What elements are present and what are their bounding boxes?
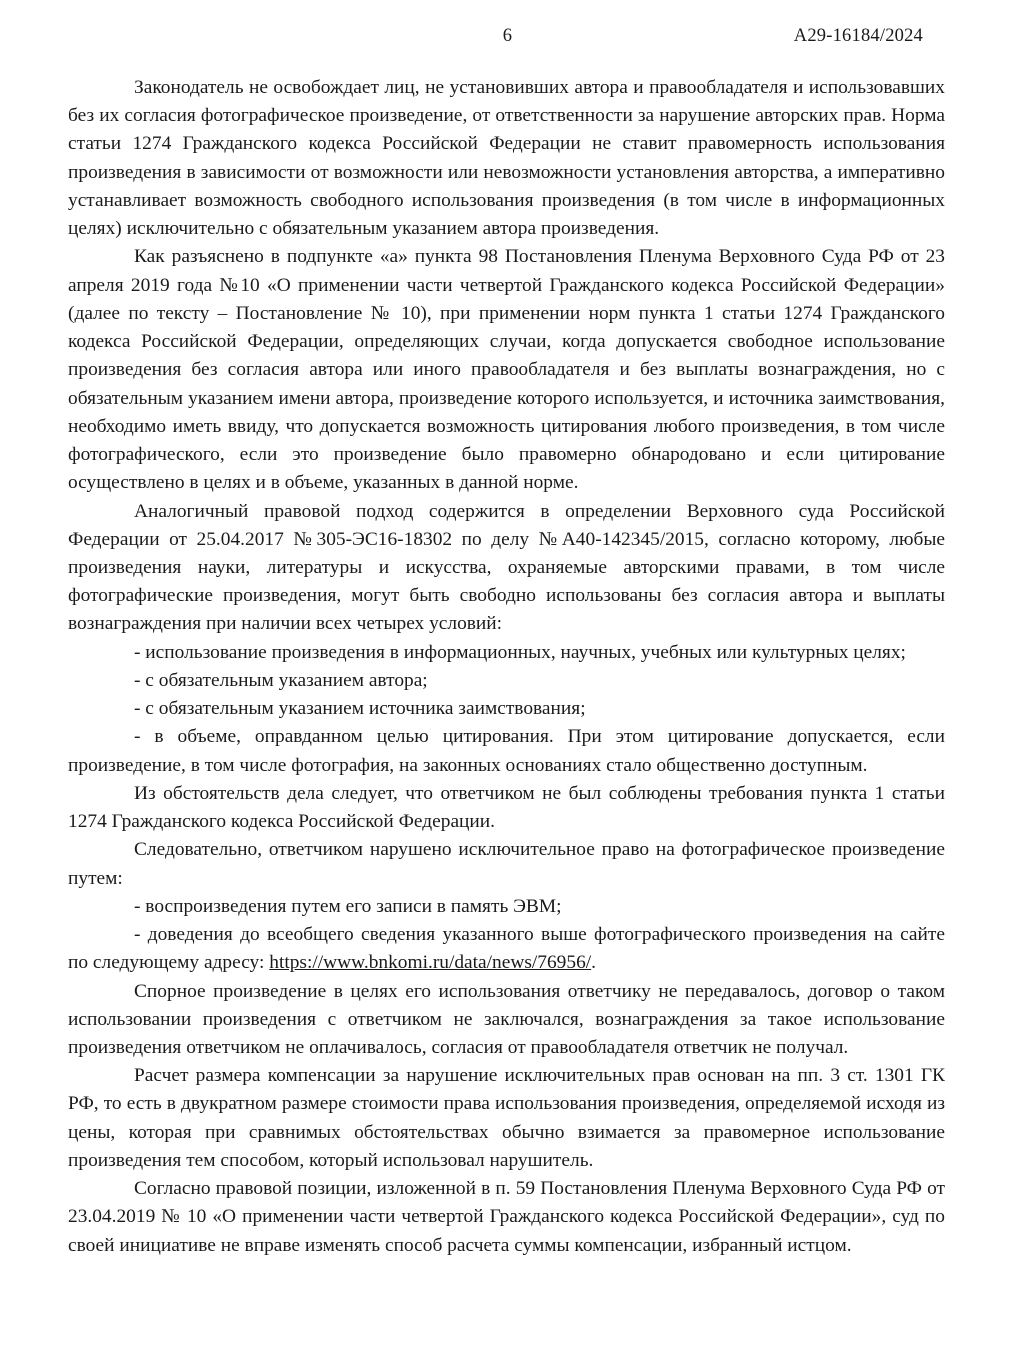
paragraph: Аналогичный правовой подход содержится в определении Верховного суда Российской Федерации от 25.04.2017 №305-ЭС16-18302 по делу №А40-142345/2015, согласно которому, любые произведения науки, литературы и искусства, охраняемые авторскими правами, в том числе фотографические произведения, могут быть свободно использованы без согласия автора и выплаты вознаграждения при наличии всех четырех условий: bbox=[68, 500, 945, 635]
list-item: - с обязательным указанием автора; bbox=[134, 669, 428, 691]
list-item: - воспроизведения путем его записи в память ЭВМ; bbox=[134, 895, 562, 917]
paragraph: Из обстоятельств дела следует, что ответчиком не был соблюдены требования пункта 1 статьи 1274 Гражданского кодекса Российской Федерации. bbox=[68, 782, 945, 833]
paragraph: Расчет размера компенсации за нарушение исключительных прав основан на пп. 3 ст. 1301 ГК РФ, то есть в двукратном размере стоимости права использования произведения, определяемой исходя из цены, которая при сравнимых обстоятельствах обычно взимается за правомерное использование произведения тем способом, который использовал нарушитель. bbox=[68, 1065, 945, 1171]
paragraph: Законодатель не освобождает лиц, не установивших автора и правообладателя и использовавших без их согласия фотографическое произведение, от ответственности за нарушение авторских прав. Норма статьи 1274 Гражданского кодекса Российской Федерации не ставит правомерность использования произведения в зависимости от возможности или невозможности установления авторства, а императивно устанавливает возможность свободного использования произведения (в том числе в информационных целях) исключительно с обязательным указанием автора произведения. bbox=[68, 77, 945, 240]
paragraph: Согласно правовой позиции, изложенной в п. 59 Постановления Пленума Верховного Суда РФ от 23.04.2019 № 10 «О применении части четвертой Гражданского кодекса Российской Федерации», суд по своей инициативе не вправе изменять способ расчета суммы компенсации, избранный истцом. bbox=[68, 1178, 945, 1256]
link-paragraph-after: . bbox=[591, 952, 597, 974]
paragraph: Спорное произведение в целях его использования ответчику не передавалось, договор о таком использовании произведения с ответчиком не заключался, вознаграждения за такое использование произведения ответчиком не оплачивалось, согласия от правообладателя ответчик не получал. bbox=[68, 980, 945, 1058]
document-body bbox=[64, 74, 951, 1260]
paragraph: Как разъяснено в подпункте «а» пункта 98 Постановления Пленума Верховного Суда РФ от 23 апреля 2019 года №10 «О применении части четвертой Гражданского кодекса Российской Федерации» (далее по тексту – Постановление № 10), при применении норм пункта 1 статьи 1274 Гражданского кодекса Российской Федерации, определяющих случаи, когда допускается свободное использование произведения без согласия автора или иного правообладателя и без выплаты вознаграждения, но с обязательным указанием имени автора, произведение которого используется, и источника заимствования, необходимо иметь ввиду, что допускается возможность цитирования любого произведения, в том числе фотографического, если это произведение было правомерно обнародовано и если цитирование осуществлено в целях и в объеме, указанных в данной норме. bbox=[68, 246, 945, 494]
list-item: - в объеме, оправданном целью цитирования. При этом цитирование допускается, если произведение, в том числе фотография, на законных основаниях стало общественно доступным. bbox=[68, 726, 945, 776]
case-number: А29-16184/2024 bbox=[793, 26, 923, 46]
paragraph: Следовательно, ответчиком нарушено исключительное право на фотографическое произведение путем: bbox=[68, 839, 945, 889]
page-number: 6 bbox=[502, 26, 513, 46]
page-header bbox=[64, 26, 951, 60]
list-item: - использование произведения в информационных, научных, учебных или культурных целях; bbox=[134, 641, 906, 663]
source-url-link[interactable]: https://www.bnkomi.ru/data/news/76956/ bbox=[269, 952, 592, 974]
list-item-with-link bbox=[68, 921, 945, 977]
list-item: - с обязательным указанием источника заимствования; bbox=[134, 698, 586, 720]
link-paragraph-before: - доведения до всеобщего сведения указанного выше фотографического произведения на сайте по следующему адресу: bbox=[68, 924, 945, 974]
